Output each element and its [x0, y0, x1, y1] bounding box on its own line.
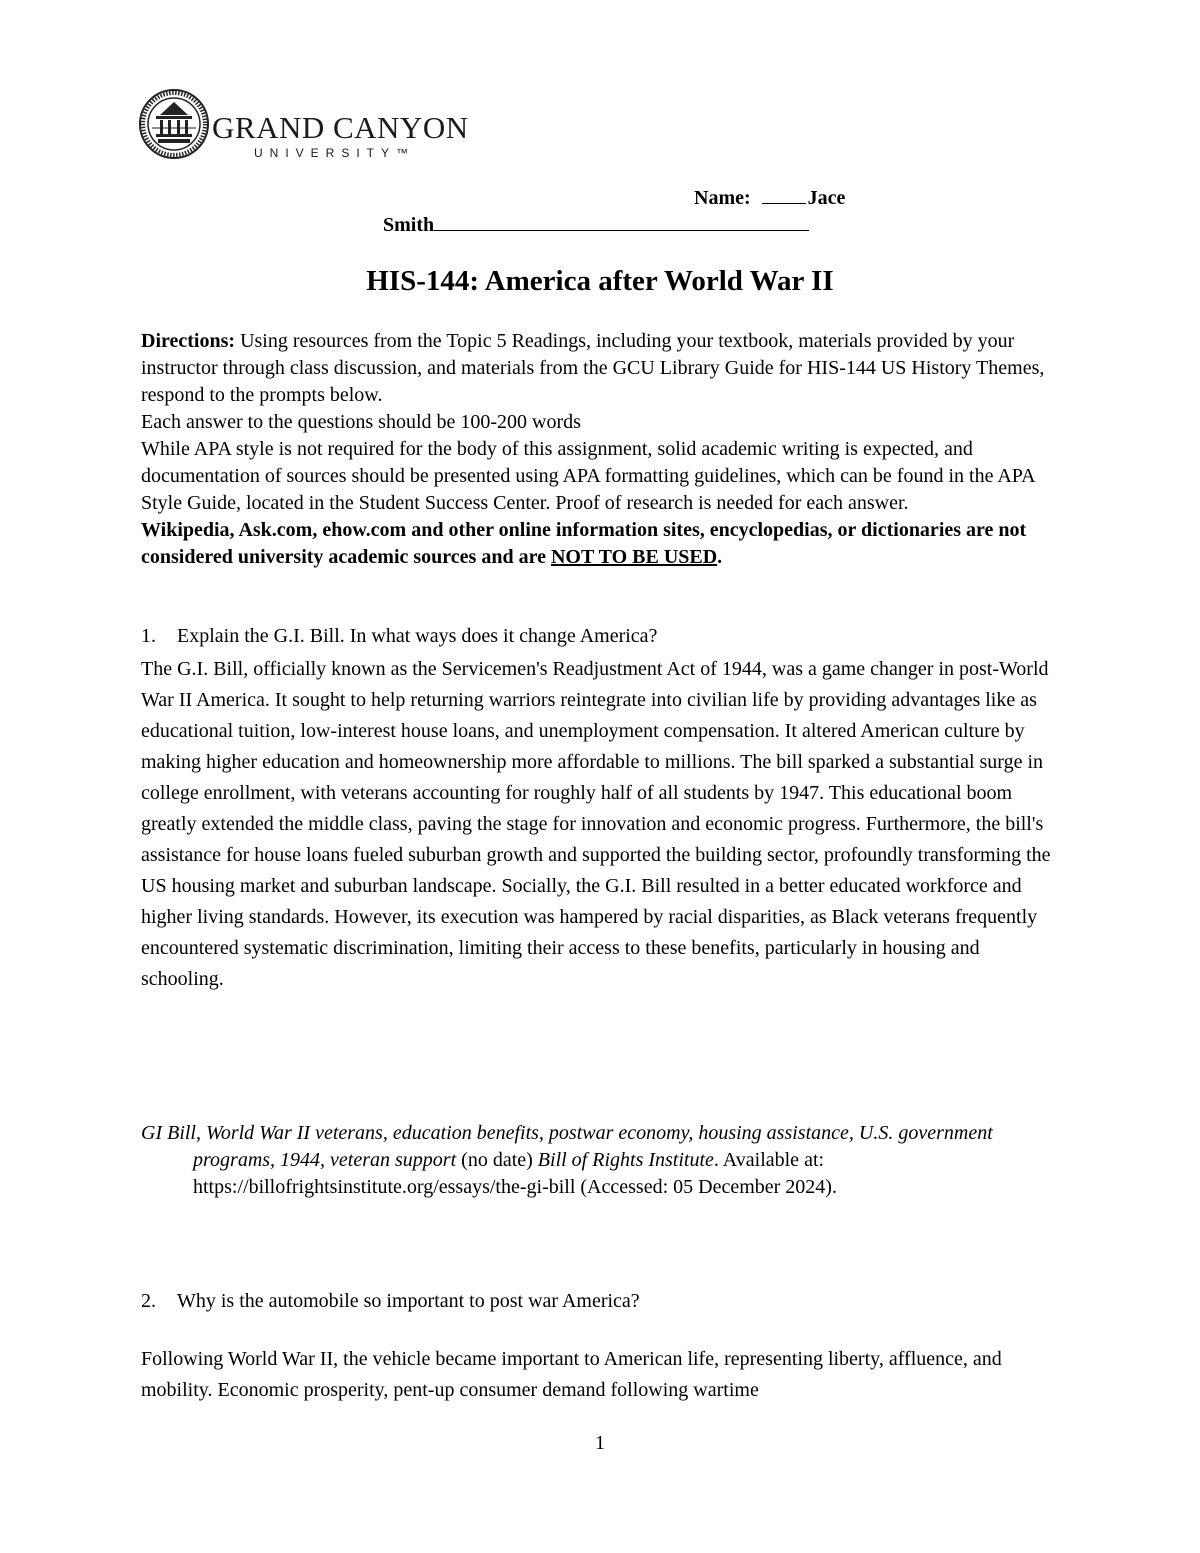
- apa-instruction: While APA style is not required for the body of this assignment, solid academic writing is expected, and documentation of sources should be presented using APA formatting guidelines, which can be found in the APA Style Guide, located in the Student Success Center. Proof of research is needed for each answer.: [141, 438, 1035, 514]
- sources-warning-text: Wikipedia, Ask.com, ehow.com and other online information sites, encyclopedias, or dictionaries are not considered university academic sources and are: [141, 519, 1027, 568]
- first-name: Jace: [807, 187, 846, 209]
- name-field-continuation: [383, 212, 809, 237]
- directions-label: Directions:: [141, 330, 236, 352]
- name-label: Name:: [694, 187, 751, 209]
- directions-paragraph: [141, 328, 1066, 409]
- question-number: 1.: [141, 625, 156, 647]
- name-field-line: [694, 185, 845, 210]
- reference-citation: [141, 1120, 1066, 1201]
- directions-text: Using resources from the Topic 5 Readings, including your textbook, materials provided by your instructor through class discussion, and materials from the GCU Library Guide for HIS-144 US History Themes, respond to the prompts below.: [141, 330, 1045, 406]
- sources-warning-end: .: [717, 546, 723, 568]
- question-prompt: Explain the G.I. Bill. In what ways does it change America?: [177, 625, 658, 647]
- reference-source: Bill of Rights Institute: [537, 1149, 714, 1171]
- sources-warning: [141, 517, 1066, 571]
- university-seal-icon: [138, 88, 210, 160]
- name-blank: [762, 185, 806, 204]
- reference-date: (no date): [456, 1149, 538, 1171]
- gcu-logo: [138, 88, 469, 164]
- answer-2: Following World War II, the vehicle became important to American life, representing liberty, affluence, and mobility. Economic prosperity, pent-up consumer demand following wartime: [141, 1348, 1002, 1401]
- question-prompt: Why is the automobile so important to post war America?: [177, 1290, 640, 1312]
- page-title: HIS-144: America after World War II: [366, 265, 834, 297]
- logo-wordmark: GRAND CANYON: [212, 110, 469, 145]
- not-to-be-used: NOT TO BE USED: [550, 546, 718, 568]
- word-count-instruction: Each answer to the questions should be 100-200 words: [141, 411, 581, 433]
- name-underline: [434, 212, 809, 231]
- page-number: 1: [595, 1432, 605, 1454]
- answer-1: The G.I. Bill, officially known as the Servicemen's Readjustment Act of 1944, was a game changer in post-World War II America. It sought to help returning warriors reintegrate into civilian life by providing advantages like as educational tuition, low-interest house loans, and unemployment compensation. It altered American culture by making higher education and homeownership more affordable to millions. The bill sparked a substantial surge in college enrollment, with veterans accounting for roughly half of all students by 1947. This educational boom greatly extended the middle class, paving the stage for innovation and economic progress. Furthermore, the bill's assistance for house loans fueled suburban growth and supported the building sector, profoundly transforming the US housing market and suburban landscape. Socially, the G.I. Bill resulted in a better educated workforce and higher living standards. However, its execution was hampered by racial disparities, as Black veterans frequently encountered systematic discrimination, limiting their access to these benefits, particularly in housing and schooling.: [141, 658, 1051, 990]
- logo-subtitle: UNIVERSITY™: [254, 146, 416, 160]
- last-name: Smith: [383, 214, 435, 236]
- reference-availability: . Available at: https://billofrightsinstitute.org/essays/the-gi-bill (Accessed: 05 December 2024).: [193, 1149, 837, 1198]
- question-number: 2.: [141, 1290, 156, 1312]
- reference-title: GI Bill, World War II veterans, education benefits, postwar economy, housing assistance, U.S. government programs, 1944, veteran support: [141, 1122, 993, 1171]
- question-2: [141, 1290, 1066, 1313]
- question-1: [141, 625, 1066, 648]
- directions-block: [141, 328, 1066, 571]
